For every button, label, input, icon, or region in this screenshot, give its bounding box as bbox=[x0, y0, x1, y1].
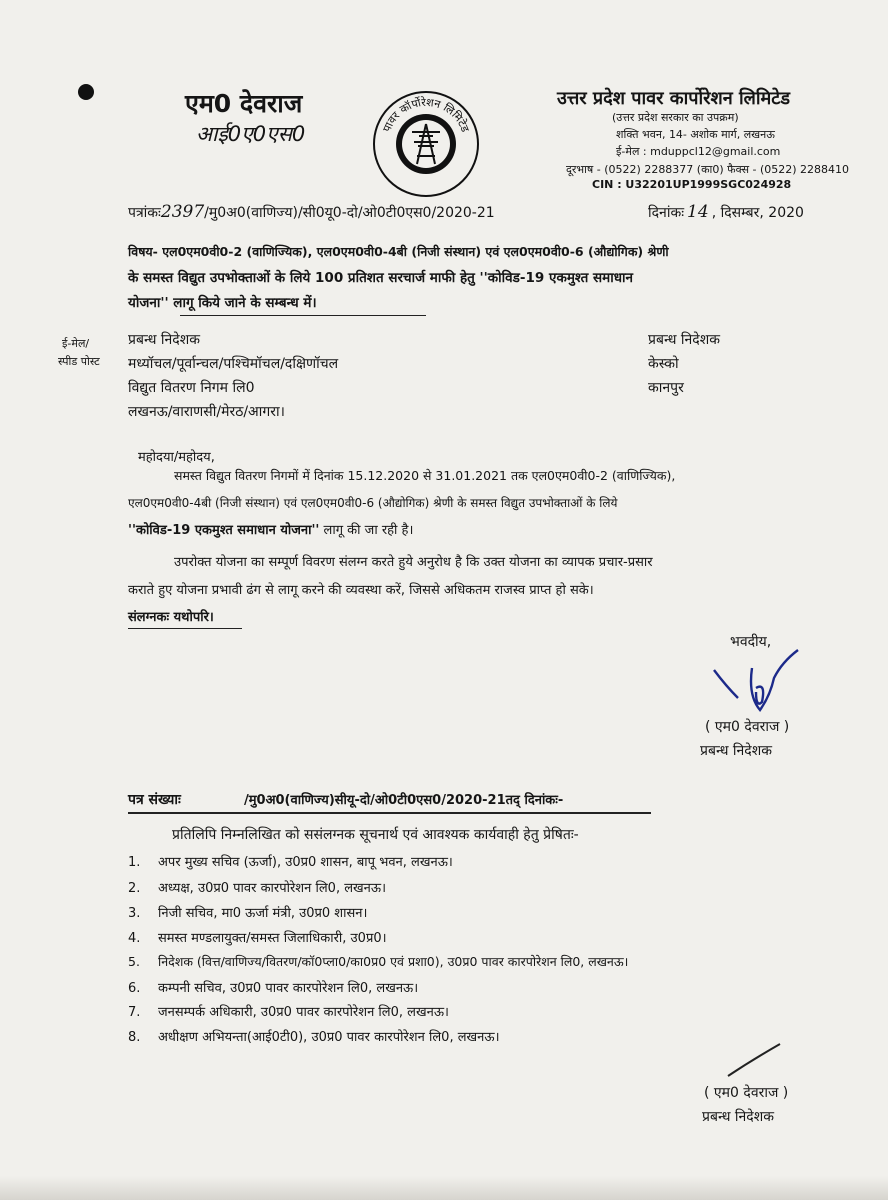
para1-line3 bbox=[128, 520, 413, 538]
copy-item-text: जनसम्पर्क अधिकारी, उ0प्र0 पावर कारपोरेशन लि0, लखनऊ। bbox=[158, 1005, 449, 1020]
date-rest: , दिसम्बर, 2020 bbox=[711, 205, 804, 221]
patrank-number: 2397 bbox=[160, 202, 205, 222]
signature-stroke-icon bbox=[720, 1040, 790, 1080]
copy-item-text: निजी सचिव, मा0 ऊर्जा मंत्री, उ0प्र0 शासन। bbox=[158, 906, 368, 921]
recipient-left-3: विद्युत वितरण निगम लि0 bbox=[128, 380, 255, 396]
recipient-right-3: कानपुर bbox=[648, 380, 684, 396]
copy-item-num: 8. bbox=[128, 1030, 141, 1045]
para2-line2: कराते हुए योजना प्रभावी ढंग से लागू करने की व्यवस्था करें, जिससे अधिकतम राजस्व प्राप्त हो सके। bbox=[128, 583, 594, 598]
copy-intro: प्रतिलिपि निम्नलिखित को ससंलग्नक सूचनार्थ एवं आवश्यक कार्यवाही हेतु प्रेषितः- bbox=[172, 827, 579, 843]
copy-ref-underline bbox=[128, 812, 651, 814]
copy-item-num: 7. bbox=[128, 1005, 141, 1020]
para1-line1: समस्त विद्युत वितरण निगमों में दिनांक 15.12.2020 से 31.01.2021 तक एल0एम0वी0-2 (वाणिज्यिक), bbox=[174, 468, 676, 483]
signatory-name-2: ( एम0 देवराज ) bbox=[704, 1085, 789, 1101]
logo-arc-text: पावर कॉर्पोरेशन लिमिटेड bbox=[380, 95, 472, 134]
org-phone: दूरभाष - (0522) 2288377 (का0) फैक्स - (0522) 2288410 bbox=[566, 163, 850, 176]
copy-item-text: निदेशक (वित्त/वाणिज्य/वितरण/कॉ0प्ला0/का0प्र0 एवं प्रशा0), उ0प्र0 पावर कारपोरेशन लि0, लखनऊ। bbox=[158, 954, 629, 969]
copy-item-3 bbox=[128, 903, 367, 921]
para2-line1: उपरोक्त योजना का सम्पूर्ण विवरण संलग्न करते हुये अनुरोध है कि उक्त योजना का व्यापक प्रचार-प्रसार bbox=[174, 555, 653, 570]
recipient-left-2: मध्यॉचल/पूर्वान्चल/पश्चिमॉचल/दक्षिणॉचल bbox=[128, 356, 339, 372]
copy-item-8 bbox=[128, 1027, 500, 1045]
date-day: 14 bbox=[687, 202, 709, 222]
subject-line-2: के समस्त विद्युत उपभोक्ताओं के लिये 100 प्रतिशत सरचार्ज माफी हेतु ''कोविड-19 एकमुश्त समाधान bbox=[128, 270, 634, 286]
enclosure-underline bbox=[128, 628, 242, 629]
date-line bbox=[648, 202, 804, 222]
signature-2 bbox=[720, 1040, 790, 1080]
org-subtitle: (उत्तर प्रदेश सरकार का उपक्रम) bbox=[612, 111, 739, 124]
recipient-left-1: प्रबन्ध निदेशक bbox=[128, 332, 200, 348]
recipient-right-2: केस्को bbox=[648, 356, 679, 372]
org-email: ई-मेल : mduppcl12@gmail.com bbox=[616, 145, 781, 158]
copy-item-1 bbox=[128, 852, 453, 870]
copy-item-text: अधीक्षण अभियन्ता(आई0टी0), उ0प्र0 पावर कारपोरेशन लि0, लखनऊ। bbox=[158, 1030, 500, 1045]
copy-item-num: 2. bbox=[128, 881, 141, 896]
logo-emblem-icon bbox=[370, 88, 482, 200]
copy-item-text: अपर मुख्य सचिव (ऊर्जा), उ0प्र0 शासन, बापू भवन, लखनऊ। bbox=[158, 855, 453, 870]
signatory-designation-1: प्रबन्ध निदेशक bbox=[700, 743, 772, 759]
signature-scribble-icon bbox=[700, 648, 820, 720]
copy-item-7 bbox=[128, 1002, 449, 1020]
officer-name: एम0 देवराज bbox=[185, 89, 303, 118]
page-bottom-edge bbox=[0, 1176, 888, 1200]
closing: भवदीय, bbox=[730, 634, 772, 650]
copy-ref-label: पत्र संख्याः bbox=[128, 792, 181, 808]
subject-line-3: योजना'' लागू किये जाने के सम्बन्ध में। bbox=[128, 295, 317, 311]
copy-item-text: कम्पनी सचिव, उ0प्र0 पावर कारपोरेशन लि0, लखनऊ। bbox=[158, 981, 419, 996]
para1-line2: एल0एम0वी0-4बी (निजी संस्थान) एवं एल0एम0वी0-6 (औद्योगिक) श्रेणी के समस्त विद्युत उपभोक्ताओं के लिये bbox=[128, 496, 618, 510]
para1-line3-rest: लागू की जा रही है। bbox=[319, 523, 414, 538]
copy-ref-rest: /मु0अ0(वाणिज्य)सीयू-दो/ओ0टी0एस0/2020-21तद् दिनांकः- bbox=[244, 793, 564, 808]
recipient-left-4: लखनऊ/वाराणसी/मेरठ/आगरा। bbox=[128, 404, 285, 420]
copy-item-4 bbox=[128, 928, 387, 946]
officer-service: आई0ए0एस0 bbox=[196, 122, 306, 146]
uppcl-logo bbox=[370, 88, 482, 200]
org-address: शक्ति भवन, 14- अशोक मार्ग, लखनऊ bbox=[616, 128, 775, 141]
recipient-right-1: प्रबन्ध निदेशक bbox=[648, 332, 720, 348]
signature-1 bbox=[700, 648, 820, 720]
punch-hole bbox=[78, 84, 94, 100]
copy-item-num: 3. bbox=[128, 906, 141, 921]
signatory-designation-2: प्रबन्ध निदेशक bbox=[702, 1109, 774, 1125]
enclosure-note: संलग्नकः यथोपरि। bbox=[128, 610, 214, 625]
copy-item-2 bbox=[128, 878, 386, 896]
org-name: उत्तर प्रदेश पावर कार्पोरेशन लिमिटेड bbox=[557, 88, 790, 109]
copy-item-5 bbox=[128, 953, 628, 970]
copy-item-text: समस्त मण्डलायुक्त/समस्त जिलाधिकारी, उ0प्र0। bbox=[158, 931, 387, 946]
subject-line-1: विषय- एल0एम0वी0-2 (वाणिज्यिक), एल0एम0वी0-4बी (निजी संस्थान) एवं एल0एम0वी0-6 (औद्योगिक) श्रेणी bbox=[128, 244, 669, 259]
copy-item-6 bbox=[128, 978, 418, 996]
patrank-rest: /मु0अ0(वाणिज्य)/सी0यू0-दो/ओ0टी0एस0/2020-21 bbox=[204, 205, 495, 221]
signatory-name-1: ( एम0 देवराज ) bbox=[705, 719, 790, 735]
copy-item-num: 5. bbox=[128, 954, 140, 969]
patrank-label: पत्रांकः bbox=[128, 205, 161, 221]
dispatch-mode-2: स्पीड पोस्ट bbox=[58, 355, 100, 368]
dispatch-mode-1: ई-मेल/ bbox=[62, 337, 90, 350]
scheme-name: ''कोविड-19 एकमुश्त समाधान योजना'' bbox=[128, 523, 320, 538]
copy-item-num: 1. bbox=[128, 855, 141, 870]
reference-line bbox=[128, 202, 495, 222]
org-cin: CIN : U32201UP1999SGC024928 bbox=[592, 178, 792, 191]
copy-item-num: 4. bbox=[128, 931, 141, 946]
subject-underline bbox=[180, 315, 426, 316]
date-label: दिनांकः bbox=[648, 205, 685, 221]
salutation: महोदया/महोदय, bbox=[138, 450, 215, 465]
copy-item-num: 6. bbox=[128, 981, 141, 996]
copy-item-text: अध्यक्ष, उ0प्र0 पावर कारपोरेशन लि0, लखनऊ। bbox=[158, 881, 387, 896]
